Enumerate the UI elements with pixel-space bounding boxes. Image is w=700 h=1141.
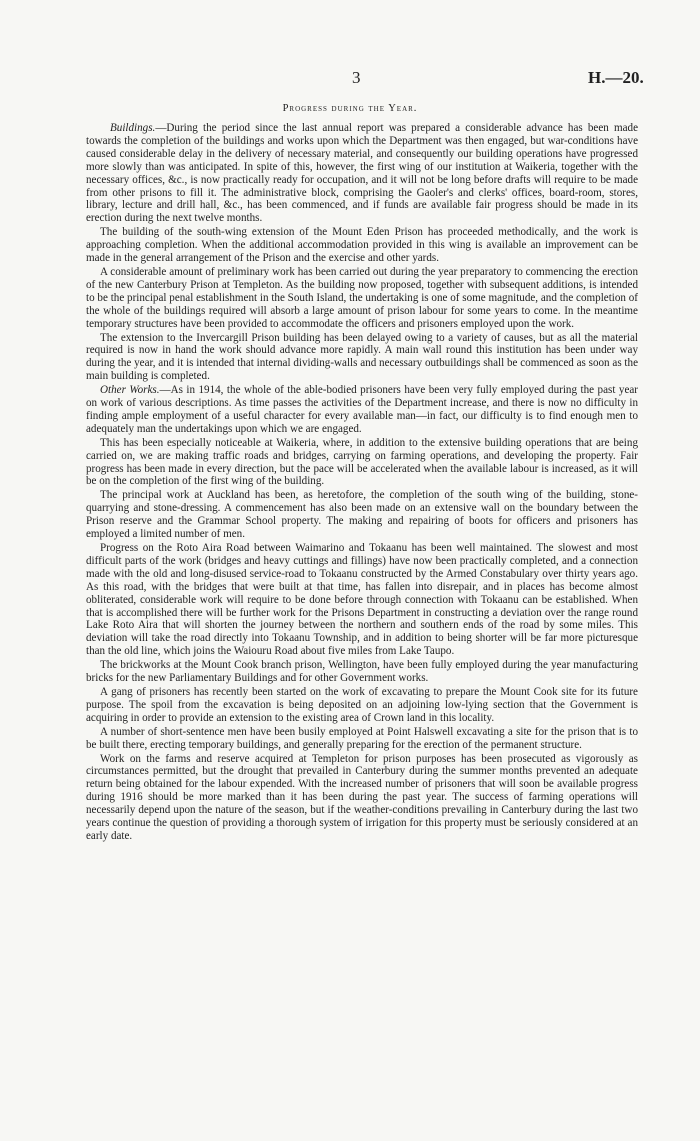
paragraph-text: Progress on the Roto Aira Road between Waimarino and Tokaanu has been well maintained. The slowest and most difficult parts of the work (bridges and heavy cuttings and fillings) have now been practically completed, and a connection made with the old and long-disused service-road to Tokaanu constructed by the Armed Constabulary over thirty years ago. As this road, with the bridges that were built at that time, has fallen into disrepair, and in places has become almost obliterated, considerable work will require to be done before through connection with Tokaanu can be established. When that is accomplished there will be further work for the Prisons Department in constructing a deviation over the range round Lake Roto Aira that will shorten the journey between the northern and southern ends of the road by some miles. This deviation will take the road directly into Tokaanu Township, and in addition to being shorter will be far more picturesque than the old line, which joins the Waiouru Road about five miles from Lake Taupo.	[86, 542, 638, 658]
paragraph-auckland	[86, 489, 638, 541]
paragraph-text: The brickworks at the Mount Cook branch prison, Wellington, have been fully employed during the year manufacturing bricks for the new Parliamentary Buildings and for other Government works.	[86, 659, 638, 685]
paragraph-lead: Buildings.	[110, 122, 156, 134]
paragraph-invercargill	[86, 332, 638, 384]
paragraph-templeton-prison	[86, 266, 638, 331]
paragraph-text: The building of the south-wing extension of the Mount Eden Prison has proceeded methodically, and the work is approaching completion. When the additional accommodation provided in this wing is available an improvement can be made in the general arrangement of the Prison and the exercise and other yards.	[86, 226, 638, 265]
paragraph-text: A considerable amount of preliminary work has been carried out during the year preparatory to commencing the erection of the new Canterbury Prison at Templeton. As the building now proposed, together with subsequent additions, is intended to be the principal penal establishment in the South Island, the undertaking is one of some magnitude, and the completion of the whole of the buildings required will absorb a large amount of prison labour for some years to come. In the meantime temporary structures have been provided to accommodate the officers and prisoners employed upon the work.	[86, 265, 638, 330]
paragraph-lead: Other Works.	[100, 384, 160, 397]
paragraph-text: A number of short-sentence men have been busily employed at Point Halswell excavating a site for the prison that is to be built there, erecting temporary buildings, and generally preparing for the erection of the permanent structure.	[86, 725, 638, 751]
paragraph-mount-eden	[86, 226, 638, 265]
paragraph-templeton-farms	[86, 753, 638, 843]
paragraph-mount-cook	[86, 686, 638, 725]
body-text	[86, 122, 638, 844]
paragraph-brickworks	[86, 659, 638, 685]
paragraph-waikeria	[86, 437, 638, 489]
paragraph-text: The principal work at Auckland has been, as heretofore, the completion of the south wing of the building, stone-quarrying and stone-dressing. A commencement has also been made on an extensive wall on the boundary between the Prison reserve and the Grammar School property. The making and repairing of boots for officers and prisoners has employed a limited number of men.	[86, 489, 638, 541]
paragraph-text: The extension to the Invercargill Prison building has been delayed owing to a variety of causes, but as all the material required is now in hand the work should advance more rapidly. A main wall round this institution has been under way during the year, and it is intended that internal dividing-walls and necessary outbuildings shall be commenced as soon as the main building is completed.	[86, 331, 638, 383]
document-reference: H.—20.	[588, 68, 644, 87]
paragraph-point-halswell	[86, 726, 638, 752]
paragraph-text: Work on the farms and reserve acquired at Templeton for prison purposes has been prosecuted as vigorously as circumstances permitted, but the drought that prevailed in Canterbury during the summer months prevented an adequate return being obtained for the labour expended. With the increased number of prisoners that will soon be available progress during 1916 should be more marked than it has been during the past year. The success of farming operations will necessarily depend upon the nature of the season, but if the weather-conditions prevailing in Canterbury during the last two years continue the question of providing a thorough system of irrigation for this property must be seriously considered at an early date.	[86, 752, 638, 842]
section-title: Progress during the Year.	[282, 103, 418, 114]
paragraph-text: A gang of prisoners has recently been started on the work of excavating to prepare the Mount Cook site for its future purpose. The spoil from the excavation is being deposited on an adjoining low-lying section that the Government is acquiring in order to provide an extension to the existing area of Crown land in this locality.	[86, 685, 638, 724]
paragraph-other-works	[86, 384, 638, 436]
paragraph-buildings	[86, 122, 638, 225]
paragraph-text: This has been especially noticeable at Waikeria, where, in addition to the extensive building operations that are being carried on, we are making traffic roads and bridges, carrying on farming operations, and developing the property. Fair progress has been made in every direction, but the pace will be accelerated when the available labour is increased, as it will be on the completion of the first wing of the building.	[86, 436, 638, 488]
page-number: 3	[352, 68, 361, 87]
paragraph-text: —As in 1914, the whole of the able-bodied prisoners have been very fully employed during the past year on work of various descriptions. As time passes the activities of the Department increase, and there is now no difficulty in finding ample employment of a useful character for every available man—in fact, our difficulty is to find enough men to adequately man the undertakings upon which we are engaged.	[86, 384, 638, 435]
paragraph-text: —During the period since the last annual report was prepared a considerable advance has been made towards the completion of the buildings and works upon which the Department was then engaged, but war-conditions have caused considerable delay in the delivery of necessary material, and consequently our building operations have progressed more slowly than was anticipated. In spite of this, however, the first wing of our institution at Waikeria, together with the necessary offices, &c., is now practically ready for occupation, and it will not be long before drafts will require to be made from other prisons to fill it. The administrative block, comprising the Gaoler's and clerks' offices, board-room, stores, library, lecture and drill hall, &c., has been commenced, and if funds are available fair progress should be made in its erection during the next twelve months.	[86, 122, 638, 225]
page-header	[0, 68, 700, 90]
paragraph-roto-aira-road	[86, 542, 638, 658]
